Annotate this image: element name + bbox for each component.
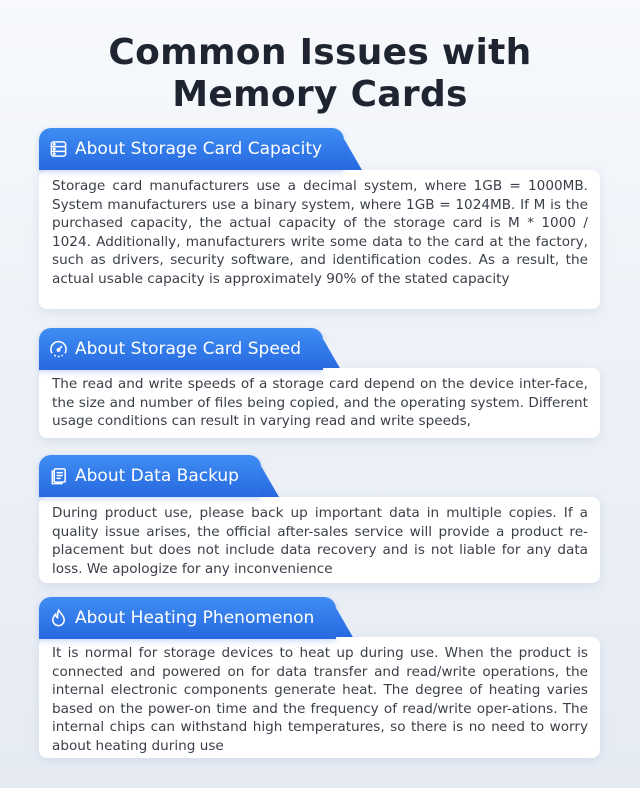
capacity-card [39,170,600,309]
backup-card [39,497,600,583]
capacity-body-text: Storage card manufacturers use a decimal system, where 1GB = 1000MB. System manufacturers use a binary system, where 1GB = 1024MB. If M is the purchased capacity, the actual capacity of the storage card is M * 1000 / 1024. Additionally, manufacturers write some data to the card at the factory, such as drivers, security software, and identification codes. As a result, the actual usable capacity is approximately 90% of the stated capacity [52,178,588,287]
storage-list-icon [49,139,68,159]
page-title-line-1: Common Issues with [108,32,532,73]
heating-tab [39,597,336,639]
backup-body-text: During product use, please back up important data in multiple copies. If a quality issue arises, the official after-sales service will provide a product re-placement but does not include data recovery and is not liable for any data loss. We apologize for any inconvenience [52,505,588,577]
page-title [0,32,640,116]
speed-body-text: The read and write speeds of a storage card depend on the device inter-face, the size and number of files being copied, and the operating system. Different usage conditions can result in varying read and write speeds, [52,376,588,430]
speed-tab [39,328,323,370]
document-copy-icon [49,466,68,486]
heating-body-text: It is normal for storage devices to heat up during use. When the product is connected and powered on for data transfer and read/write operations, the internal electronic components generate heat. The degree of heating varies based on the power-on time and the frequency of read/write oper-ations. The internal chips can withstand high temperatures, so there is no need to worry about heating during use [52,645,588,754]
flame-icon [49,608,68,628]
capacity-tab [39,128,344,170]
speed-heading: About Storage Card Speed [75,339,302,359]
backup-tab [39,455,261,497]
capacity-heading: About Storage Card Capacity [75,139,323,159]
heating-card [39,637,600,758]
page-title-line-2: Memory Cards [172,74,468,115]
heating-heading: About Heating Phenomenon [75,608,315,628]
speedometer-icon [49,339,68,359]
speed-card [39,368,600,438]
backup-heading: About Data Backup [75,466,239,486]
